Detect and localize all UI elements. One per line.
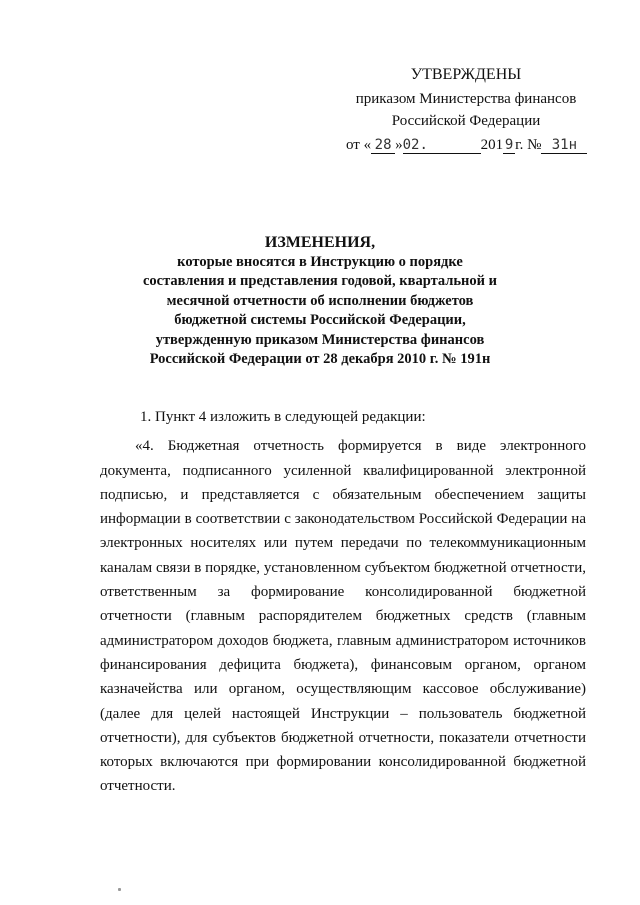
heading-line: Российской Федерации от 28 декабря 2010 г. № 191н xyxy=(149,351,491,367)
heading-line: утвержденную приказом Министерства финансов xyxy=(155,331,485,348)
year-digit: 9 xyxy=(504,137,514,153)
approval-date-line xyxy=(346,136,586,154)
approval-line-1: приказом Министерства финансов xyxy=(355,91,577,107)
paragraph-item-1: 1. Пункт 4 изложить в следующей редакции: xyxy=(140,409,426,425)
order-number: 31н xyxy=(551,137,578,153)
document-body xyxy=(100,405,586,799)
date-day: 28 xyxy=(374,137,392,153)
year-prefix: 201 xyxy=(480,137,504,153)
paragraph-item-4: «4. Бюджетная отчетность формируется в виде электронного документа, подписанного усиленной квалифицированной электронной подписью, и представляется с обязательным обеспечением защиты информации в соответствии с законодательством Российской Федерации на электронных носителях или путем передачи по телекоммуникационным каналам связи в порядке, установленном субъектом бюджетной отчетности, ответственным за формирование консолидированной бюджетной отчетности (главным распорядителем бюджетных средств (главным администратором доходов бюджета, главным администратором источников финансирования дефицита бюджета), финансовым органом, органом казначейства или органом, осуществляющим кассовое обслуживание) (далее для целей настоящей Инструкции – пользователь бюджетной отчетности), для субъектов бюджетной отчетности, показатели отчетности которых включаются при формировании консолидированной бюджетной отчетности. xyxy=(100,438,586,795)
date-month: 02. xyxy=(402,137,428,153)
approval-title: УТВЕРЖДЕНЫ xyxy=(410,66,522,83)
heading-line: составления и представления годовой, квартальной и xyxy=(142,273,497,289)
date-prefix: от « xyxy=(346,137,372,153)
scan-artifact xyxy=(118,888,121,891)
document-heading xyxy=(120,233,520,370)
heading-line: которые вносятся в Инструкцию о порядке xyxy=(177,253,463,270)
heading-line: месячной отчетности об исполнении бюджетов xyxy=(166,292,474,309)
approval-line-2: Российской Федерации xyxy=(391,113,541,129)
heading-line: бюджетной системы Российской Федерации, xyxy=(174,312,466,328)
date-sep: » xyxy=(395,137,403,153)
year-suffix: г. № xyxy=(515,137,542,153)
heading-title: ИЗМЕНЕНИЯ, xyxy=(264,234,376,251)
approval-block xyxy=(346,66,586,154)
